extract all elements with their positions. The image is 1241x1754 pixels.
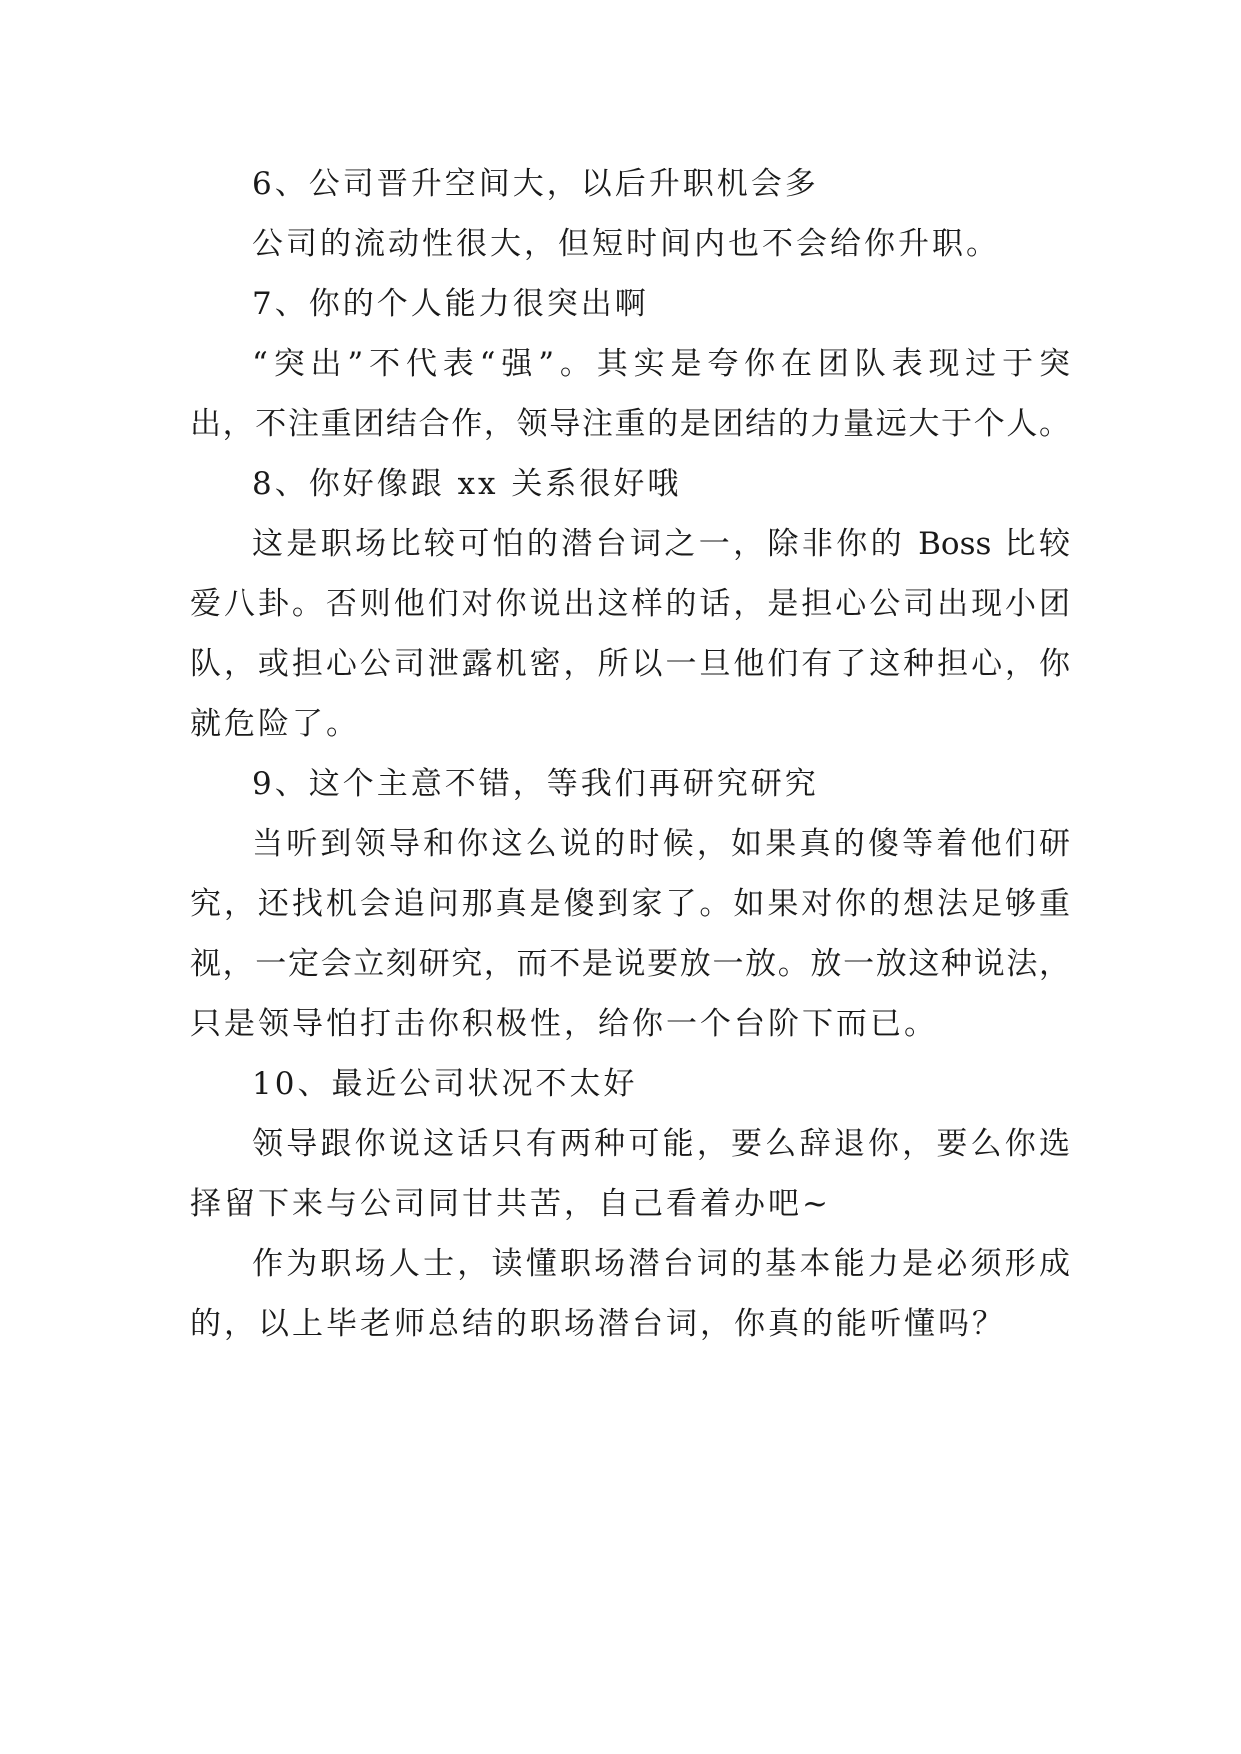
paragraph-line: 当听到领导和你这么说的时候，如果真的傻等着他们研 bbox=[252, 826, 1070, 862]
paragraph-line: “突出”不代表“强”。其实是夸你在团队表现过于突 bbox=[252, 346, 1070, 382]
paragraph-line: 队，或担心公司泄露机密，所以一旦他们有了这种担心，你 bbox=[190, 646, 1070, 682]
heading-9: 9、这个主意不错，等我们再研究研究 bbox=[252, 766, 819, 802]
paragraph-line: 爱八卦。否则他们对你说出这样的话，是担心公司出现小团 bbox=[190, 586, 1070, 622]
paragraph-line: 作为职场人士，读懂职场潜台词的基本能力是必须形成 bbox=[252, 1246, 1070, 1282]
paragraph-line: 领导跟你说这话只有两种可能，要么辞退你，要么你选 bbox=[252, 1126, 1070, 1162]
heading-10: 10、最近公司状况不太好 bbox=[252, 1066, 638, 1102]
paragraph-line: 出，不注重团结合作，领导注重的是团结的力量远大于个人。 bbox=[190, 406, 1070, 442]
heading-8: 8、你好像跟 xx 关系很好哦 bbox=[252, 466, 682, 502]
paragraph-line: 就危险了。 bbox=[190, 706, 360, 742]
heading-6: 6、公司晋升空间大，以后升职机会多 bbox=[252, 166, 819, 202]
paragraph-line: 只是领导怕打击你积极性，给你一个台阶下而已。 bbox=[190, 1006, 938, 1042]
paragraph-line: 择留下来与公司同甘共苦，自己看着办吧~ bbox=[190, 1186, 831, 1222]
paragraph-line: 这是职场比较可怕的潜台词之一，除非你的 Boss 比较 bbox=[252, 526, 1070, 562]
paragraph-line: 视，一定会立刻研究，而不是说要放一放。放一放这种说法， bbox=[190, 946, 1070, 982]
paragraph-line: 究，还找机会追问那真是傻到家了。如果对你的想法足够重 bbox=[190, 886, 1070, 922]
heading-7: 7、你的个人能力很突出啊 bbox=[252, 286, 649, 322]
paragraph-line: 公司的流动性很大，但短时间内也不会给你升职。 bbox=[252, 226, 1000, 262]
paragraph-line: 的，以上毕老师总结的职场潜台词，你真的能听懂吗？ bbox=[190, 1306, 1006, 1342]
